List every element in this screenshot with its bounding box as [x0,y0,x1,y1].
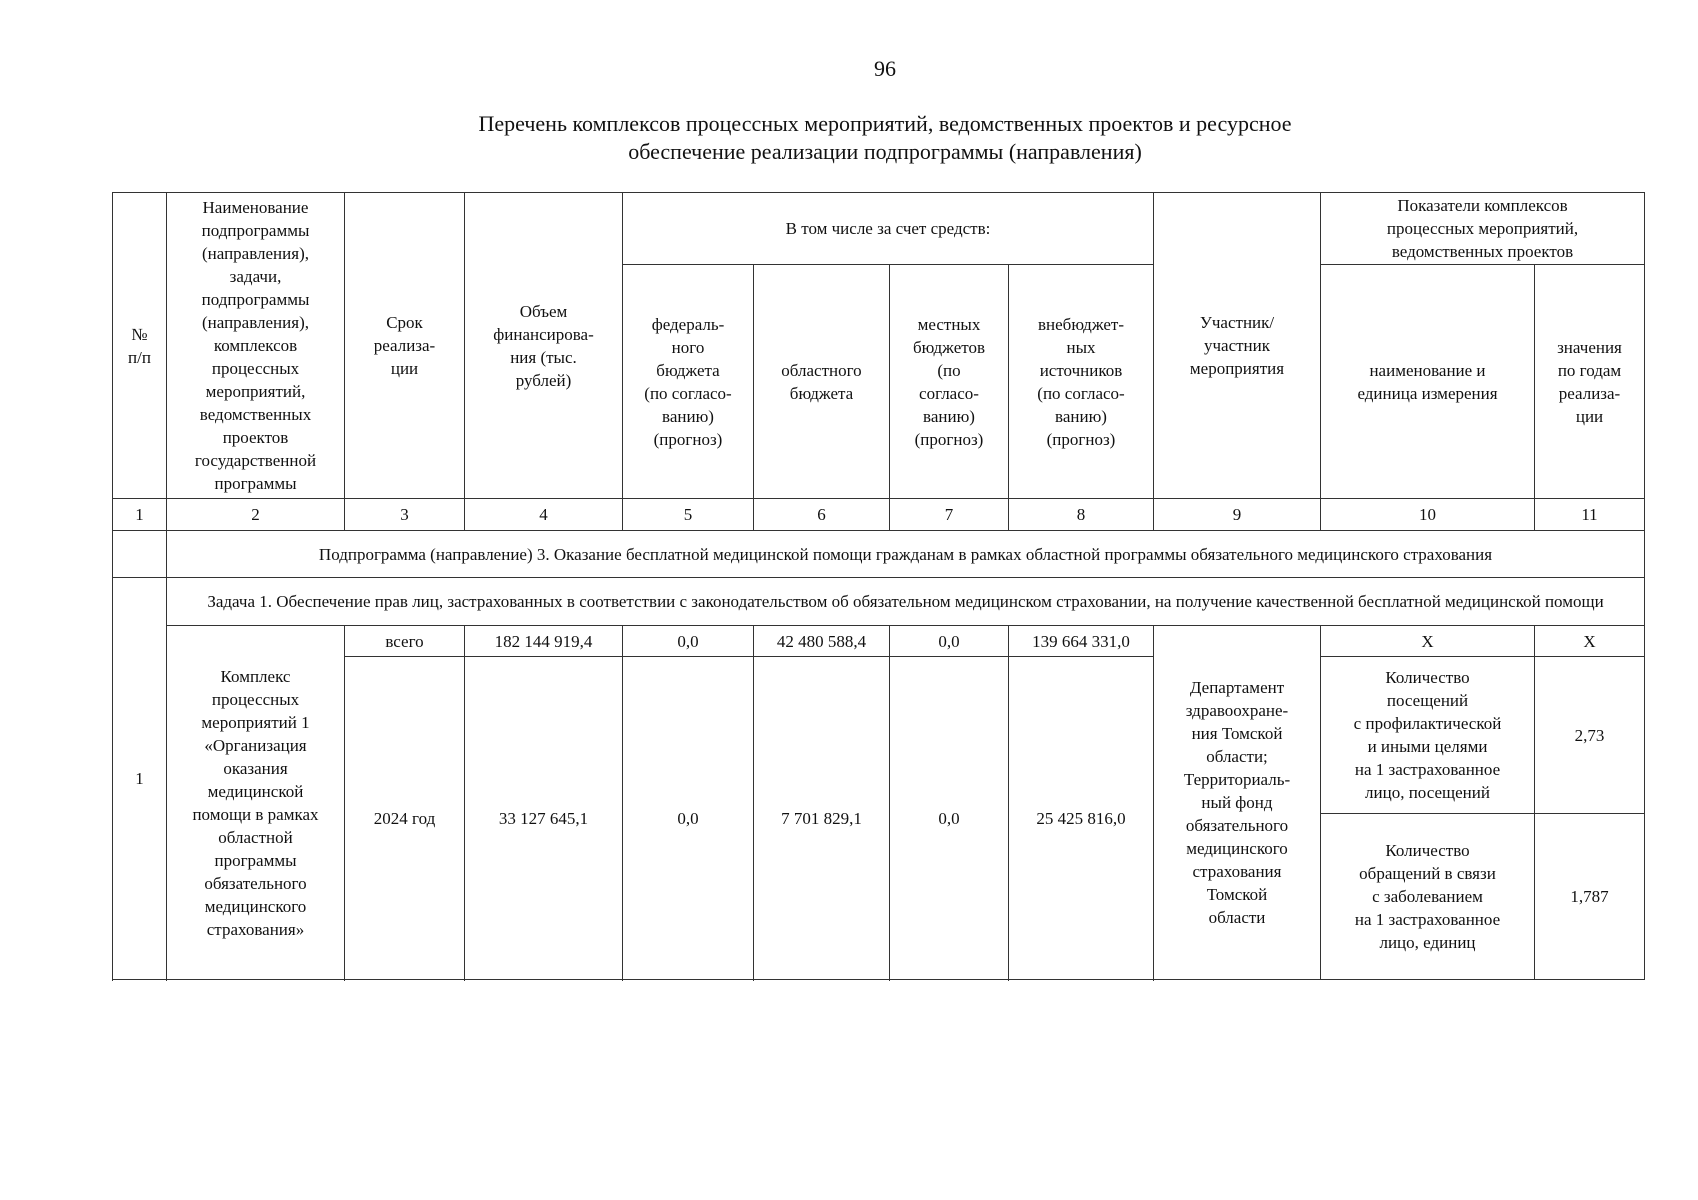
header-name: Наименование подпрограммы (направления), задачи, подпрограммы (направления), комплексов процессных мероприятий, ведомственных проектов государственной программы [167,193,345,499]
year-extrabudget: 25 425 816,0 [1009,657,1154,980]
total-row [113,626,1645,657]
header-regional: областного бюджета [754,265,890,499]
column-number: 7 [890,499,1009,531]
column-number: 5 [623,499,754,531]
year-term: 2024 год [345,657,465,980]
subprogram-title: Подпрограмма (направление) 3. Оказание бесплатной медицинской помощи гражданам в рамках областной программы обязательного медицинского страхования [167,531,1645,578]
indicator-name: Количество посещений с профилактической и иными целями на 1 застрахованное лицо, посещений [1321,657,1535,814]
column-number: 10 [1321,499,1535,531]
column-number: 4 [465,499,623,531]
year-regional: 7 701 829,1 [754,657,890,980]
row-number: 1 [113,578,167,980]
header-indicator-name: наименование и единица измерения [1321,265,1535,499]
subprogram-row [113,531,1645,578]
column-number: 1 [113,499,167,531]
header-term: Срок реализа- ции [345,193,465,499]
total-extrabudget: 139 664 331,0 [1009,626,1154,657]
header-row-1 [113,193,1645,265]
total-federal: 0,0 [623,626,754,657]
header-local: местных бюджетов (по согласо- ванию) (прогноз) [890,265,1009,499]
column-number: 3 [345,499,465,531]
document-title-line-2: обеспечение реализации подпрограммы (направления) [628,139,1142,164]
total-regional: 42 480 588,4 [754,626,890,657]
indicator-value: 2,73 [1535,657,1645,814]
complex-name: Комплекс процессных мероприятий 1 «Организация оказания медицинской помощи в рамках областной программы обязательного медицинского страхования» [167,626,345,980]
document-title [0,110,1698,166]
header-federal: федераль- ного бюджета (по согласо- ванию) (прогноз) [623,265,754,499]
column-number-row [113,499,1645,531]
total-indicator-value: Х [1535,626,1645,657]
year-local: 0,0 [890,657,1009,980]
total-volume: 182 144 919,4 [465,626,623,657]
subprogram-num-cell [113,531,167,578]
column-number: 6 [754,499,890,531]
header-indicators: Показатели комплексов процессных мероприятий, ведомственных проектов [1321,193,1645,265]
resource-table [112,192,1645,980]
document-title-line-1: Перечень комплексов процессных мероприятий, ведомственных проектов и ресурсное [478,111,1292,136]
column-number: 9 [1154,499,1321,531]
task-title: Задача 1. Обеспечение прав лиц, застрахованных в соответствии с законодательством об обязательном медицинском страховании, на получение качественной бесплатной медицинской помощи [167,578,1645,626]
year-federal: 0,0 [623,657,754,980]
task-row [113,578,1645,626]
indicator-name: Количество обращений в связи с заболеванием на 1 застрахованное лицо, единиц [1321,814,1535,980]
column-number: 11 [1535,499,1645,531]
header-indicator-values: значения по годам реализа- ции [1535,265,1645,499]
year-volume: 33 127 645,1 [465,657,623,980]
column-number: 8 [1009,499,1154,531]
page-number: 96 [874,56,896,81]
total-indicator-name: Х [1321,626,1535,657]
header-participant: Участник/ участник мероприятия [1154,193,1321,499]
header-num: № п/п [113,193,167,499]
column-number: 2 [167,499,345,531]
total-local: 0,0 [890,626,1009,657]
total-term: всего [345,626,465,657]
header-extrabudget: внебюджет- ных источников (по согласо- ванию) (прогноз) [1009,265,1154,499]
header-volume: Объем финансирова- ния (тыс. рублей) [465,193,623,499]
indicator-value: 1,787 [1535,814,1645,980]
header-including: В том числе за счет средств: [623,193,1154,265]
participant: Департамент здравоохране- ния Томской области; Территориаль- ный фонд обязательного медицинского страхования Томской области [1154,626,1321,980]
